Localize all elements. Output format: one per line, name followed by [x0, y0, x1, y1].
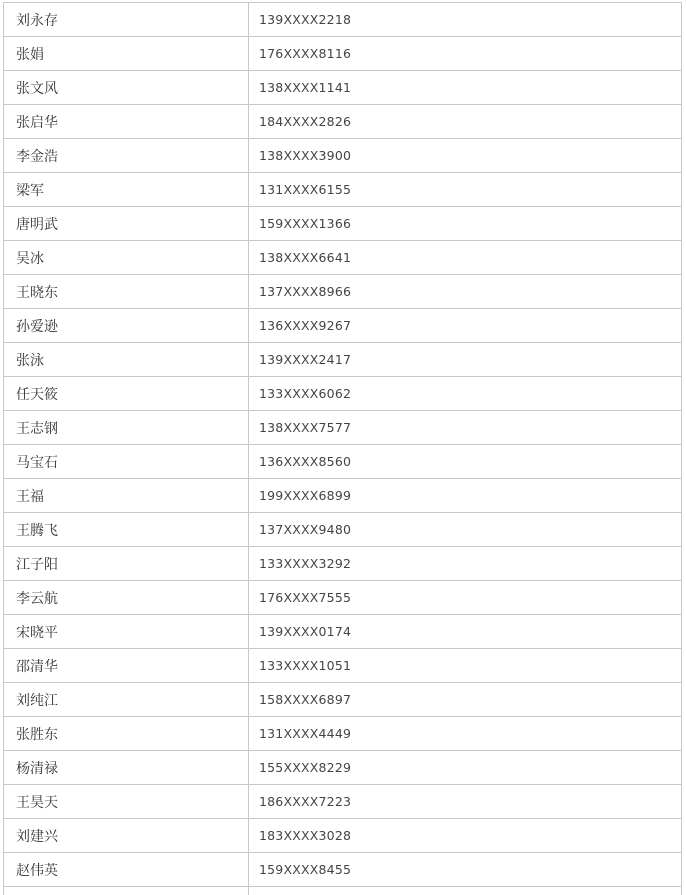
table-row [4, 309, 682, 343]
name-cell: 李云航 [4, 581, 249, 615]
name-cell: 刘纯江 [4, 683, 249, 717]
name-cell: 张娟 [4, 37, 249, 71]
name-cell: 王福 [4, 479, 249, 513]
name-cell: 王昊天 [4, 785, 249, 819]
phone-cell: 176XXXX7555 [249, 581, 682, 615]
phone-cell: 138XXXX6641 [249, 241, 682, 275]
phone-cell: 199XXXX6899 [249, 479, 682, 513]
phone-cell: 186XXXX7223 [249, 785, 682, 819]
phone-cell: 155XXXX8229 [249, 751, 682, 785]
phone-cell: 184XXXX2826 [249, 105, 682, 139]
phone-cell: 159XXXX8455 [249, 853, 682, 887]
table-row [4, 377, 682, 411]
phone-cell: 137XXXX9480 [249, 513, 682, 547]
table-row [4, 445, 682, 479]
name-cell: 李金浩 [4, 139, 249, 173]
name-cell: 吴冰 [4, 241, 249, 275]
table-row [4, 207, 682, 241]
table-row [4, 819, 682, 853]
name-cell: 刘永存 [4, 3, 249, 37]
table-row [4, 717, 682, 751]
table-row [4, 411, 682, 445]
name-cell: 孙爱逊 [4, 309, 249, 343]
phone-cell: 138XXXX7577 [249, 411, 682, 445]
table-row [4, 479, 682, 513]
table-row [4, 547, 682, 581]
phone-cell: 131XXXX6155 [249, 173, 682, 207]
name-cell: 张启华 [4, 105, 249, 139]
phone-cell: 133XXXX6062 [249, 377, 682, 411]
phone-cell: 136XXXX8560 [249, 445, 682, 479]
phone-cell: 136XXXX9267 [249, 309, 682, 343]
contact-table [3, 2, 682, 895]
table-row [4, 513, 682, 547]
phone-cell: 159XXXX1366 [249, 207, 682, 241]
phone-cell: 137XXXX8966 [249, 275, 682, 309]
table-row [4, 241, 682, 275]
name-cell: 任天筱 [4, 377, 249, 411]
table-row [4, 581, 682, 615]
table-row [4, 853, 682, 887]
phone-cell: 131XXXX4449 [249, 717, 682, 751]
table-row [4, 649, 682, 683]
table-row [4, 751, 682, 785]
name-cell: 梁军 [4, 173, 249, 207]
name-cell: 张胜东 [4, 717, 249, 751]
table-row [4, 139, 682, 173]
phone-cell: 138XXXX3900 [249, 139, 682, 173]
name-cell: 宋晓平 [4, 615, 249, 649]
phone-cell: 138XXXX1141 [249, 71, 682, 105]
phone-cell: 139XXXX2218 [249, 3, 682, 37]
table-row [4, 343, 682, 377]
name-cell: 邵清华 [4, 649, 249, 683]
table-row [4, 71, 682, 105]
phone-cell: 133XXXX1051 [249, 649, 682, 683]
name-cell: 张文风 [4, 71, 249, 105]
phone-cell: 158XXXX6897 [249, 683, 682, 717]
table-row [4, 173, 682, 207]
name-cell: 杨清禄 [4, 751, 249, 785]
phone-cell: 176XXXX8116 [249, 37, 682, 71]
name-cell: 刘建兴 [4, 819, 249, 853]
phone-cell: 133XXXX3292 [249, 547, 682, 581]
table-row [4, 615, 682, 649]
name-cell: 王志钢 [4, 411, 249, 445]
contact-table-body [4, 3, 682, 895]
name-cell: 赵伟英 [4, 853, 249, 887]
name-cell: 王晓东 [4, 275, 249, 309]
table-row [4, 683, 682, 717]
table-row [4, 3, 682, 37]
phone-cell: 183XXXX3028 [249, 819, 682, 853]
phone-cell: 139XXXX2417 [249, 343, 682, 377]
table-row [4, 785, 682, 819]
name-cell: 张泳 [4, 343, 249, 377]
name-cell: 王腾飞 [4, 513, 249, 547]
name-cell: 江子阳 [4, 547, 249, 581]
table-row [4, 275, 682, 309]
table-row [4, 105, 682, 139]
phone-cell: 139XXXX0174 [249, 615, 682, 649]
name-cell: 唐明武 [4, 207, 249, 241]
name-cell: 马宝石 [4, 445, 249, 479]
table-row [4, 37, 682, 71]
